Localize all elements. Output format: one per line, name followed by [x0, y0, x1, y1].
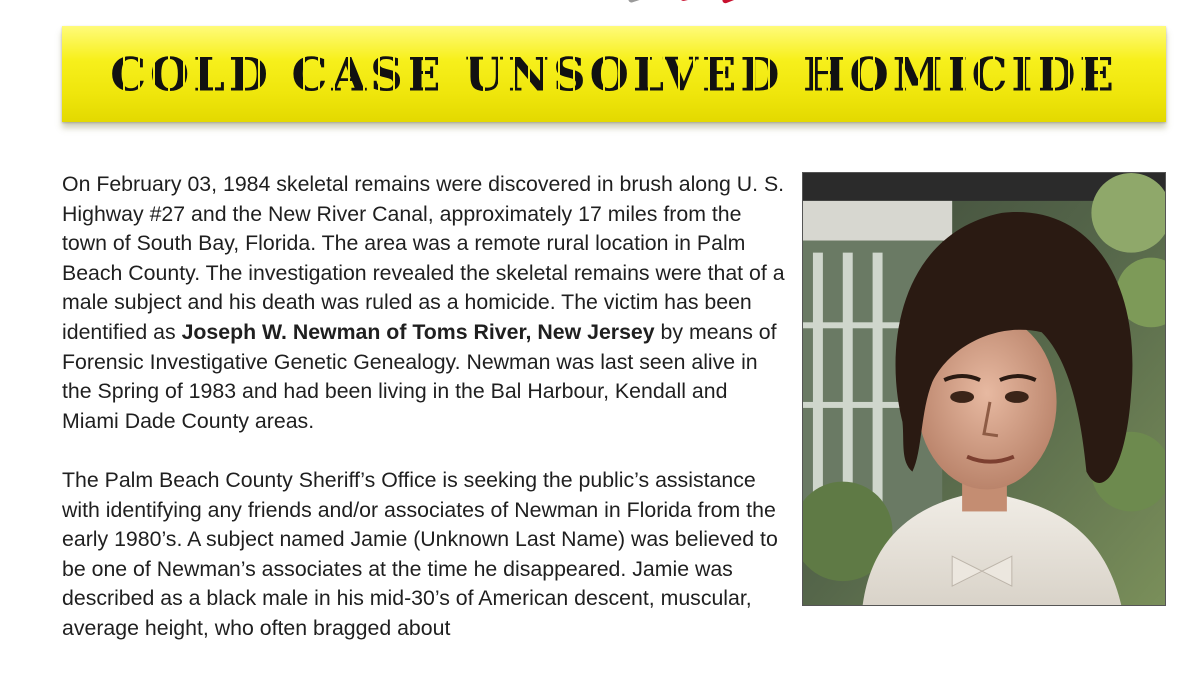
victim-photo	[802, 172, 1166, 606]
paragraph-1-details: by means of Forensic Investigative Genetic Genealogy. Newman was last seen alive in the Spring of 1983 and had been living in the Bal Harbour, Kendall and Miami Dade County areas.	[62, 319, 777, 433]
portrait-photo-icon	[803, 173, 1165, 605]
banner-title: COLD CASE UNSOLVED HOMICIDE	[110, 46, 1118, 102]
victim-name: Joseph W. Newman of Toms River, New Jersey	[181, 319, 655, 344]
title-banner	[62, 26, 1166, 122]
article-body	[62, 170, 1172, 644]
header-script-fragment	[610, 0, 770, 8]
paragraph-1-intro: On February 03, 1984 skeletal remains were discovered in brush along U. S. Highway #27 and the New River Canal, approximately 17 miles from the town of South Bay, Florida. The area was a remote rural location in Palm Beach County. The investigation revealed the skeletal remains were that of a male subject and his death was ruled as a homicide. The victim has been identified as	[62, 172, 785, 344]
article-paragraph-2: The Palm Beach County Sheriff’s Office is seeking the public’s assistance with identifying any friends and/or associates of Newman in Florida from the early 1980’s. A subject named Jamie (Unknown Last Name) was believed to be one of Newman’s associates at the time he disappeared. Jamie was described as a black male in his mid-30’s of American descent, muscular, average height, who often bragged about	[62, 467, 778, 640]
